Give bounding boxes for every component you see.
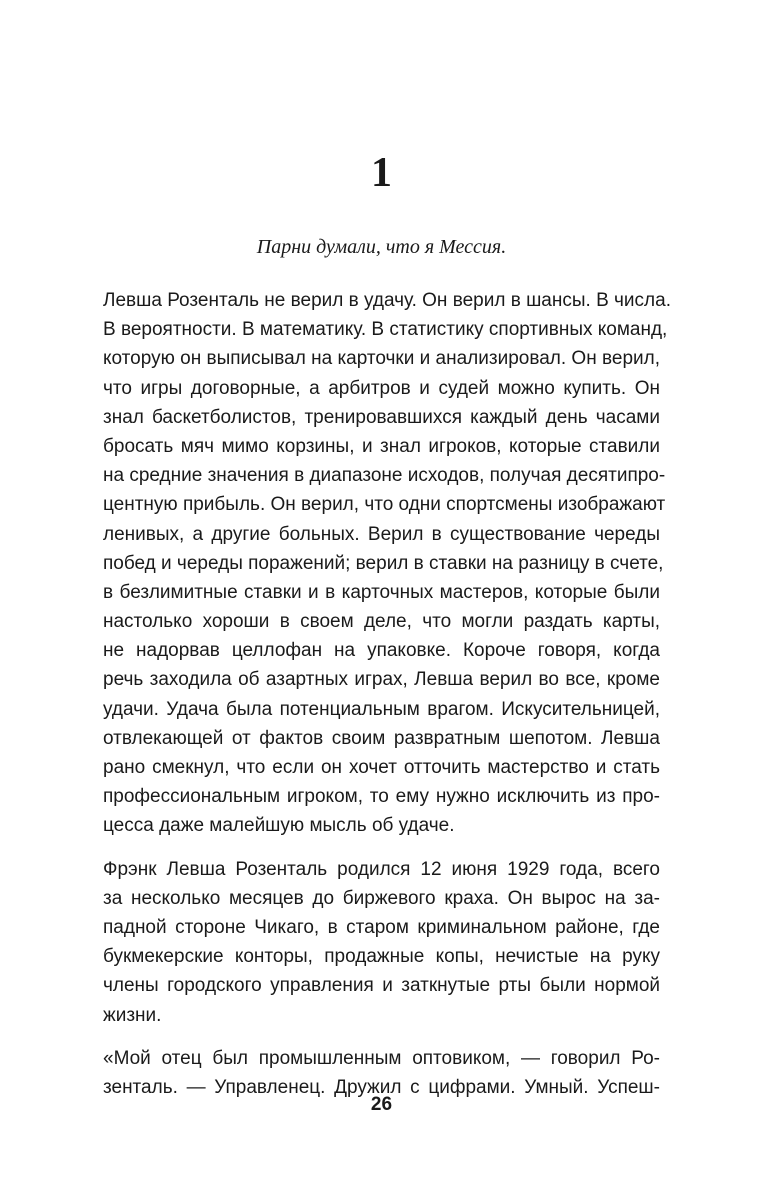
text-line: члены городского управления и заткнутые рты были нормой — [103, 975, 660, 997]
text-line: бросать мяч мимо корзины, и знал игроков, которые ставили — [103, 435, 660, 457]
chapter-number: 1 — [371, 150, 392, 196]
body-text — [103, 286, 671, 1116]
text-line: букмекерские конторы, продажные копы, нечистые на руку — [103, 946, 660, 968]
text-line: в безлимитные ставки и в карточных мастеров, которые были — [103, 581, 660, 603]
paragraph — [103, 286, 671, 841]
text-line: падной стороне Чикаго, в старом криминальном районе, где — [103, 916, 660, 938]
text-line: центную прибыль. Он верил, что одни спортсмены изображают — [103, 494, 666, 516]
text-line: настолько хороши в своем деле, что могли раздать карты, — [103, 611, 660, 633]
text-line: ленивых, а другие больных. Верил в существование череды — [103, 523, 660, 545]
text-line: побед и череды поражений; верил в ставки на разницу в счете, — [103, 552, 664, 574]
text-line: не надорвав целлофан на упаковке. Короче говоря, когда — [103, 640, 660, 662]
text-line: что игры договорные, а арбитров и судей можно купить. Он — [103, 377, 660, 399]
text-line: Левша Розенталь не верил в удачу. Он верил в шансы. В числа. — [103, 290, 671, 311]
text-line: цесса даже малейшую мысль об удаче. — [103, 815, 455, 837]
text-line: которую он выписывал на карточки и анализировал. Он верил, — [103, 348, 660, 370]
paragraph — [103, 855, 660, 1030]
text-line: профессиональным игроком, то ему нужно исключить из про- — [103, 786, 660, 808]
text-line: речь заходила об азартных играх, Левша верил во все, кроме — [103, 669, 660, 691]
text-line: «Мой отец был промышленным оптовиком, — говорил Ро- — [103, 1047, 660, 1069]
page-number: 26 — [370, 1094, 393, 1115]
text-line: рано смекнул, что если он хочет отточить мастерство и стать — [103, 757, 660, 778]
text-line: отвлекающей от фактов своим развратным шепотом. Левша — [103, 727, 660, 749]
text-line: зенталь. — Управленец. Дружил с цифрами. Умный. Успеш- — [103, 1076, 660, 1098]
chapter-epigraph: Парни думали, что я Мессия. — [256, 236, 507, 258]
text-line: за несколько месяцев до биржевого краха. Он вырос на за- — [103, 887, 660, 909]
text-line: удачи. Удача была потенциальным врагом. Искусительницей, — [103, 698, 660, 720]
text-line: В вероятности. В математику. В статистику спортивных команд, — [103, 319, 668, 341]
text-line: Фрэнк Левша Розенталь родился 12 июня 1929 года, всего — [103, 858, 660, 880]
text-line: на средние значения в диапазоне исходов, получая десятипро- — [103, 465, 666, 487]
text-line: жизни. — [103, 1004, 162, 1026]
text-line: знал баскетболистов, тренировавшихся каждый день часами — [103, 406, 660, 428]
